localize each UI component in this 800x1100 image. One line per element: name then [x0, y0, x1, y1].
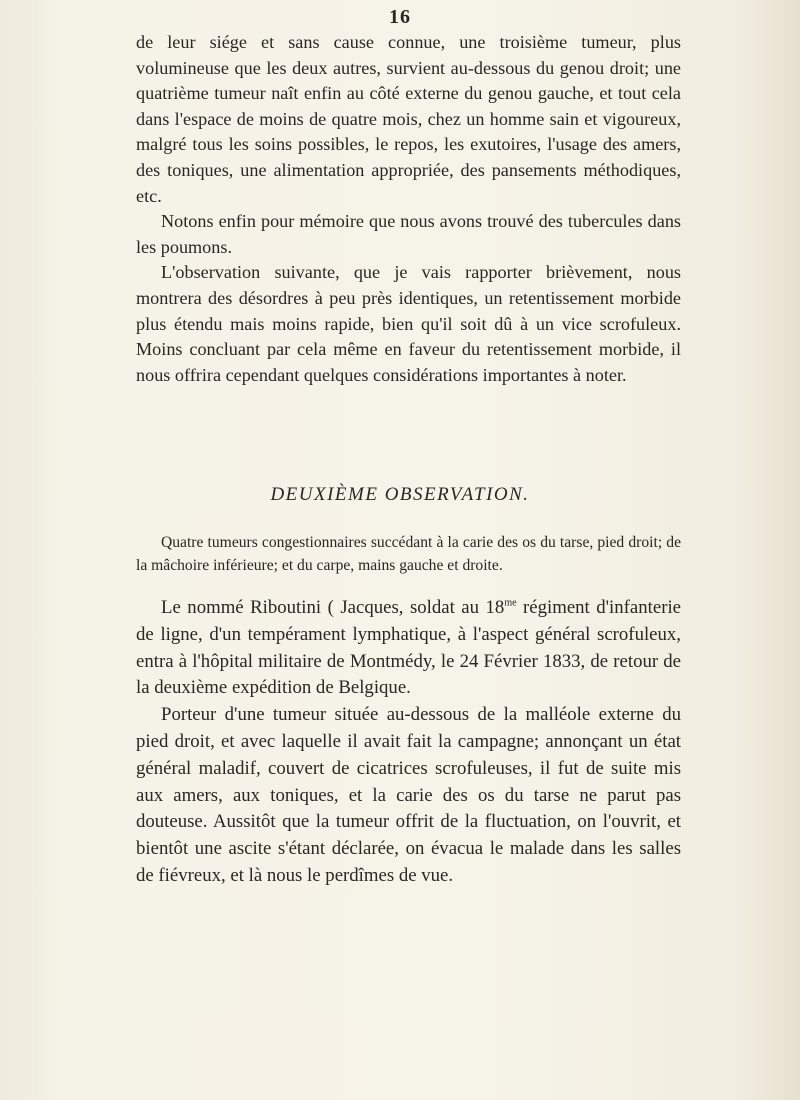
- paragraph: Porteur d'une tumeur située au-dessous de la malléole externe du pied droit, et avec laquelle il avait fait la campagne; annonçant un état général maladif, couvert de cicatrices scrofuleuses, il fut de suite mis aux amers, aux toniques, et la carie des os du tarse ne parut pas douteuse. Aussitôt que la tumeur offrit de la fluctuation, on l'ouvrit, et bientôt une ascite s'étant déclarée, on évacua le malade dans les salles de fiévreux, et là nous le perdîmes de vue.: [136, 704, 681, 886]
- section-title: DEUXIÈME OBSERVATION.: [270, 484, 530, 505]
- paragraph: [136, 595, 681, 702]
- text-block-observation: [136, 595, 681, 890]
- text-block-top: [136, 30, 681, 388]
- paragraph: L'observation suivante, que je vais rapporter brièvement, nous montrera des désordres à peu près identiques, un retentissement morbide plus étendu mais moins rapide, bien qu'il soit dû à un vice scrofuleux. Moins concluant par cela même en faveur du retentissement morbide, il nous offrira cependant quelques considérations importantes à noter.: [136, 262, 681, 385]
- text-run: Le nommé Riboutini ( Jacques, soldat au 18: [161, 597, 505, 618]
- text-run: régiment d'infanterie de ligne, d'un tempérament lymphatique, à l'aspect général scrofuleux, entra à l'hôpital militaire de Montmédy, le 24 Février 1833, de retour de la deuxième expédition de Belgique.: [136, 597, 682, 699]
- page-number: 16: [389, 6, 411, 28]
- superscript: me: [504, 597, 517, 609]
- paragraph: de leur siége et sans cause connue, une troisième tumeur, plus volumineuse que les deux autres, survient au-dessous du genou droit; une quatrième tumeur naît enfin au côté externe du genou gauche, et tout cela dans l'espace de moins de quatre mois, chez un homme sain et vigoureux, malgré tous les soins possibles, le repos, les exutoires, l'usage des amers, des toniques, une alimentation appropriée, des pansements méthodiques, etc.: [136, 32, 681, 206]
- observation-summary: Quatre tumeurs congestionnaires succédant à la carie des os du tarse, pied droit; de la mâchoire inférieure; et du carpe, mains gauche et droite.: [136, 534, 681, 574]
- paragraph: Notons enfin pour mémoire que nous avons trouvé des tubercules dans les poumons.: [136, 211, 681, 257]
